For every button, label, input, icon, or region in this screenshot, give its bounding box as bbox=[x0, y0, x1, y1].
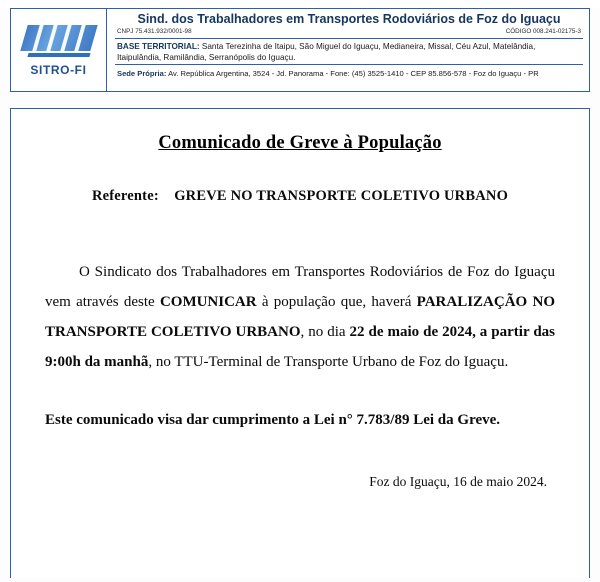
law-notice: Este comunicado visa dar cumprimento a Lei n° 7.783/89 Lei da Greve. bbox=[45, 412, 501, 428]
paragraph-part-1: O Sindicato dos Trabalhadores em Transportes Rodoviários de Foz do Iguaçu vem através deste bbox=[45, 264, 555, 310]
document-page bbox=[0, 8, 600, 582]
letterhead bbox=[10, 8, 590, 92]
subject-line bbox=[45, 188, 555, 205]
base-territorial-text: Santa Terezinha de Itaipu, São Miguel do Iguaçu, Medianeira, Missal, Céu Azul, Matelândia, Itaipulândia, Ramilândia, Serranópolis do Iguaçu. bbox=[117, 42, 536, 62]
document-body-frame bbox=[10, 108, 590, 578]
paragraph-part-2: à população que, haverá bbox=[256, 294, 417, 310]
page-title: Comunicado de Greve à População bbox=[158, 133, 442, 153]
letterhead-divider bbox=[115, 38, 583, 39]
union-logo-icon bbox=[22, 21, 96, 61]
address-line bbox=[115, 67, 583, 79]
paragraph-strong-paralizacao: PARALIZAÇÃO NO TRANSPORTE COLETIVO URBANO bbox=[45, 294, 555, 340]
main-paragraph bbox=[45, 257, 555, 377]
place-and-date: Foz do Iguaçu, 16 de maio 2024. bbox=[369, 474, 547, 489]
address-label: Sede Própria: bbox=[117, 69, 167, 78]
letterhead-divider-2 bbox=[115, 64, 583, 65]
subject-value: GREVE NO TRANSPORTE COLETIVO URBANO bbox=[174, 188, 509, 204]
subject-label: Referente: bbox=[91, 188, 159, 204]
paragraph-part-4: , no TTU-Terminal de Transporte Urbano de Foz do Iguaçu. bbox=[148, 354, 509, 370]
paragraph-strong-comunicar: COMUNICAR bbox=[159, 294, 257, 310]
logo-text: SITRO-FI bbox=[30, 63, 87, 77]
letterhead-text-block bbox=[107, 9, 589, 91]
logo-block bbox=[11, 9, 107, 91]
identifiers-row bbox=[115, 27, 583, 37]
codigo-text: CÓDIGO 008.241-02175-3 bbox=[505, 28, 581, 35]
paragraph-strong-data: 22 de maio de 2024, a partir das 9:00h da manhã bbox=[45, 324, 555, 370]
base-territorial-label: BASE TERRITORIAL: bbox=[117, 42, 200, 51]
paragraph-part-3: , no dia bbox=[300, 324, 350, 340]
organization-name: Sind. dos Trabalhadores em Transportes Rodoviários de Foz do Iguaçu bbox=[137, 12, 561, 26]
base-territorial bbox=[115, 41, 583, 63]
address-text: Av. República Argentina, 3524 - Jd. Panorama - Fone: (45) 3525-1410 - CEP 85.856-578 - Foz do Iguaçu - PR bbox=[168, 69, 539, 78]
cnpj-text: CNPJ 75.431.932/0001-98 bbox=[117, 28, 192, 35]
